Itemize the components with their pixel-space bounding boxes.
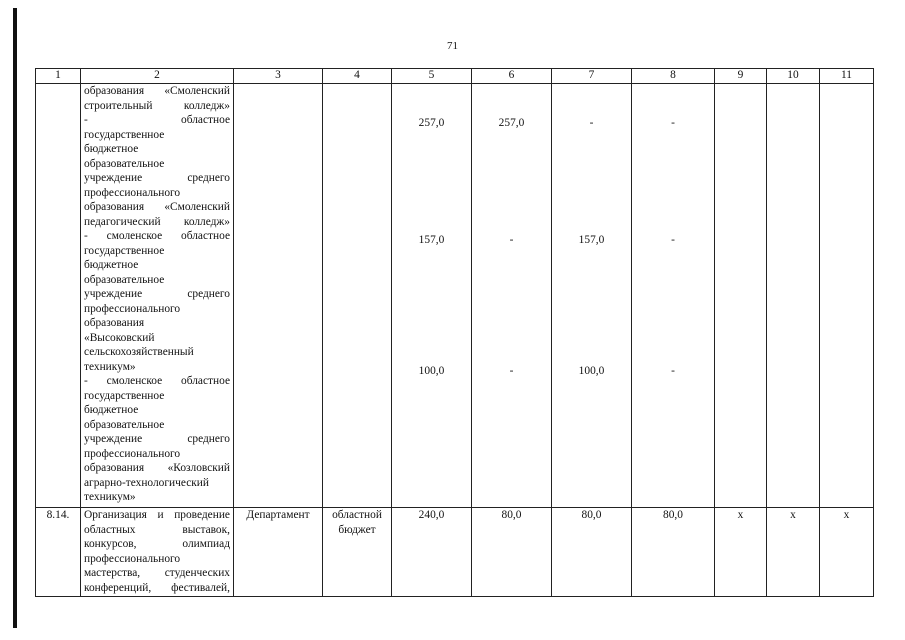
text-line: «Высоковский — [84, 331, 155, 344]
col-header: 3 — [234, 69, 323, 84]
text-line: конкурсов, олимпиад — [84, 538, 230, 550]
text-line: - смоленское областное — [84, 375, 230, 387]
value-cell: 240,0 — [392, 508, 472, 597]
text-line: профессионального — [84, 447, 181, 460]
col-header: 4 — [323, 69, 392, 84]
value-cell: 157,0 — [418, 234, 445, 246]
value-cell: - — [671, 117, 675, 129]
col-header: 5 — [392, 69, 472, 84]
text-line: учреждение среднего — [84, 172, 230, 184]
text-line: техникум» — [84, 360, 136, 373]
text-line: конференций, фестивалей, — [84, 581, 230, 594]
cell-c9 — [715, 84, 767, 508]
text-line: бюджетное — [84, 259, 139, 271]
text-line: бюджетное — [84, 404, 139, 416]
col-header: 7 — [552, 69, 632, 84]
header-row — [36, 69, 874, 84]
value-cell: - — [509, 365, 514, 377]
value-cell: х — [767, 508, 820, 597]
value-cell: 100,0 — [578, 365, 605, 377]
cell-c7 — [552, 84, 632, 508]
value-cell: - — [509, 234, 514, 246]
cell-source — [323, 84, 392, 508]
text-line: сельскохозяйственный — [84, 346, 194, 358]
value-cell: - — [671, 365, 675, 377]
cell-c11 — [820, 84, 874, 508]
text-line: Организация и проведение — [84, 509, 230, 521]
desc-lines — [84, 508, 230, 595]
text-line: государственное — [84, 389, 165, 402]
budget-table — [35, 68, 874, 597]
cell-description — [81, 84, 234, 508]
value-cell: 100,0 — [418, 365, 445, 377]
text-line: бюджетное — [84, 143, 139, 155]
text-line: образовательное — [84, 157, 165, 170]
cell-c10 — [767, 84, 820, 508]
text-line: государственное — [84, 244, 165, 257]
value-cell: 80,0 — [472, 508, 552, 597]
text-line: образования — [84, 317, 145, 329]
text-line: - смоленское областное — [84, 230, 230, 242]
cell-num: 8.14. — [36, 508, 81, 597]
value-cell: 257,0 — [498, 117, 525, 129]
cell-executor — [234, 84, 323, 508]
source-line: бюджет — [338, 523, 376, 536]
text-line: мастерства, студенческих — [84, 567, 230, 579]
text-line: образования «Смоленский — [84, 201, 230, 213]
col-header: 9 — [715, 69, 767, 84]
text-line: техникум» — [84, 491, 136, 503]
text-line: педагогический колледж» — [84, 215, 230, 228]
value-cell: х — [715, 508, 767, 597]
value-cell: - — [589, 117, 594, 129]
cell-source — [323, 508, 392, 597]
desc-lines — [84, 84, 230, 505]
table-row-8-14 — [36, 508, 874, 597]
text-line: учреждение среднего — [84, 433, 230, 445]
cell-description — [81, 508, 234, 597]
text-line: образования «Козловский — [84, 462, 230, 474]
table-row-continuation — [36, 84, 874, 508]
text-line: государственное — [84, 128, 165, 141]
text-line: строительный колледж» — [84, 99, 230, 112]
text-line: образования «Смоленский — [84, 85, 230, 97]
col-header: 1 — [36, 69, 81, 84]
scan-margin-bar — [13, 8, 17, 628]
source-line: областной — [332, 509, 382, 521]
cell-c6 — [472, 84, 552, 508]
text-line: аграрно-технологический — [84, 476, 209, 489]
cell-num — [36, 84, 81, 508]
value-cell: х — [820, 508, 874, 597]
cell-c8 — [632, 84, 715, 508]
text-line: профессионального — [84, 302, 181, 315]
text-line: - областное — [84, 114, 230, 126]
cell-c5 — [392, 84, 472, 508]
value-cell: 157,0 — [578, 234, 605, 246]
col-header: 2 — [81, 69, 234, 84]
col-header: 11 — [820, 69, 874, 84]
cell-executor: Департамент — [234, 508, 323, 597]
value-cell: - — [671, 234, 675, 246]
col-header: 10 — [767, 69, 820, 84]
col-header: 6 — [472, 69, 552, 84]
value-cell: 80,0 — [552, 508, 632, 597]
value-cell: 80,0 — [632, 508, 715, 597]
text-line: учреждение среднего — [84, 288, 230, 300]
text-line: образовательное — [84, 273, 165, 286]
col-header: 8 — [632, 69, 715, 84]
text-line: областных выставок, — [84, 523, 230, 536]
page-number: 71 — [447, 40, 458, 52]
value-cell: 257,0 — [418, 117, 445, 129]
text-line: профессионального — [84, 186, 181, 199]
text-line: образовательное — [84, 418, 165, 431]
text-line: профессионального — [84, 552, 181, 565]
